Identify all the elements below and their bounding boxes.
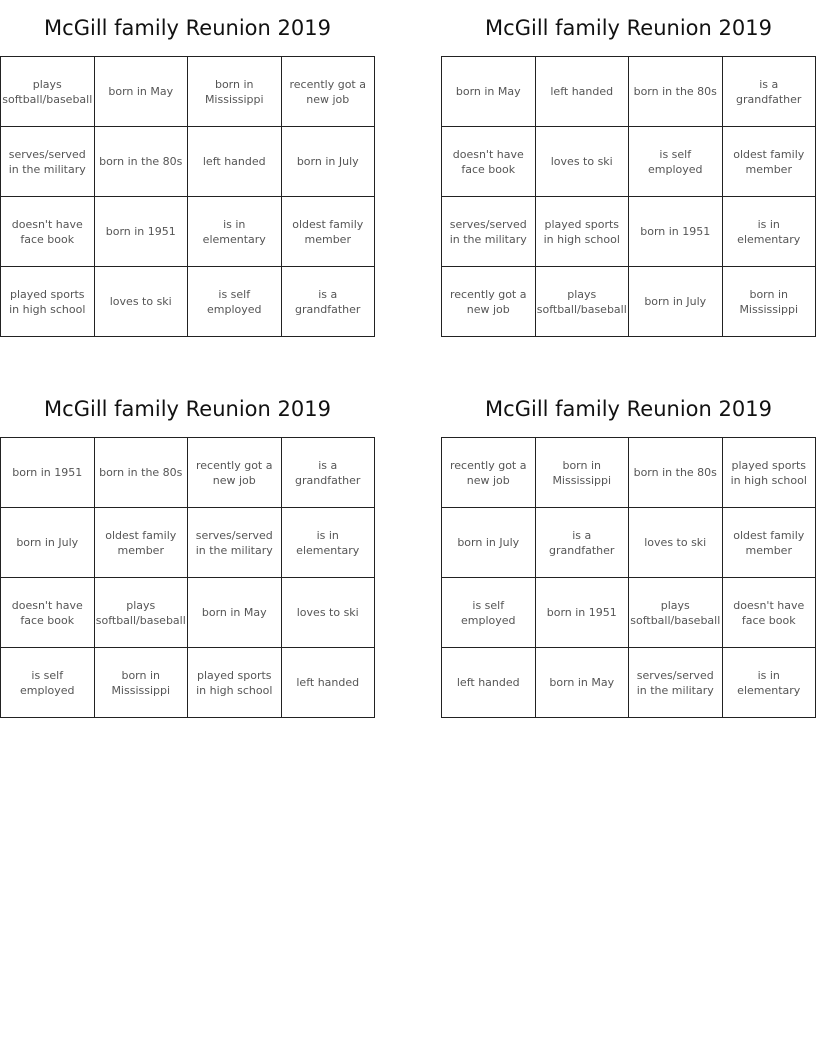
bingo-cell: played sports in high school	[723, 438, 816, 508]
bingo-cell: is self employed	[1, 648, 95, 718]
card-title: McGill family Reunion 2019	[485, 397, 772, 421]
bingo-cell: left handed	[442, 648, 536, 718]
bingo-cell: is a grandfather	[723, 57, 816, 127]
bingo-cell: recently got a new job	[188, 438, 282, 508]
bingo-cell: doesn't have face book	[1, 197, 95, 267]
card-title: McGill family Reunion 2019	[44, 16, 331, 40]
bingo-grid	[441, 437, 816, 718]
bingo-cell: born in 1951	[536, 578, 630, 648]
bingo-cell: born in 1951	[629, 197, 723, 267]
bingo-cell: played sports in high school	[536, 197, 630, 267]
bingo-cell: serves/served in the military	[188, 508, 282, 578]
bingo-cell: serves/served in the military	[442, 197, 536, 267]
bingo-cell: doesn't have face book	[723, 578, 816, 648]
bingo-cell: loves to ski	[629, 508, 723, 578]
bingo-cell: played sports in high school	[1, 267, 95, 337]
bingo-cell: recently got a new job	[282, 57, 376, 127]
bingo-card-1	[0, 0, 375, 337]
bingo-cell: born in July	[1, 508, 95, 578]
bingo-cell: born in Mississippi	[188, 57, 282, 127]
card-title: McGill family Reunion 2019	[485, 16, 772, 40]
bingo-cell: oldest family member	[282, 197, 376, 267]
bingo-cell: born in Mississippi	[95, 648, 189, 718]
bingo-cell: left handed	[188, 127, 282, 197]
bingo-cell: left handed	[282, 648, 376, 718]
bingo-cell: plays softball/baseball	[629, 578, 723, 648]
bingo-cell: born in May	[442, 57, 536, 127]
bingo-cell: recently got a new job	[442, 438, 536, 508]
card-title: McGill family Reunion 2019	[44, 397, 331, 421]
bingo-cell: is in elementary	[723, 648, 816, 718]
bingo-cell: doesn't have face book	[1, 578, 95, 648]
bingo-cell: plays softball/baseball	[536, 267, 630, 337]
bingo-cell: is in elementary	[723, 197, 816, 267]
bingo-cell: born in July	[442, 508, 536, 578]
bingo-cell: plays softball/baseball	[95, 578, 189, 648]
bingo-cell: born in May	[188, 578, 282, 648]
bingo-cell: doesn't have face book	[442, 127, 536, 197]
bingo-cell: born in the 80s	[629, 438, 723, 508]
bingo-cell: is in elementary	[282, 508, 376, 578]
bingo-cell: born in July	[629, 267, 723, 337]
bingo-cell: left handed	[536, 57, 630, 127]
bingo-grid	[0, 56, 375, 337]
bingo-cell: recently got a new job	[442, 267, 536, 337]
bingo-cell: serves/served in the military	[1, 127, 95, 197]
bingo-cell: oldest family member	[95, 508, 189, 578]
bingo-grid	[0, 437, 375, 718]
bingo-cell: born in May	[536, 648, 630, 718]
bingo-cell: born in the 80s	[95, 127, 189, 197]
bingo-cell: born in the 80s	[629, 57, 723, 127]
bingo-cell: oldest family member	[723, 508, 816, 578]
bingo-cell: plays softball/baseball	[1, 57, 95, 127]
bingo-cell: loves to ski	[282, 578, 376, 648]
bingo-card-3	[0, 381, 375, 718]
bingo-cell: born in 1951	[95, 197, 189, 267]
bingo-cell: born in 1951	[1, 438, 95, 508]
bingo-cell: loves to ski	[536, 127, 630, 197]
bingo-cell: is a grandfather	[282, 267, 376, 337]
bingo-card-4	[441, 381, 816, 718]
bingo-cell: born in July	[282, 127, 376, 197]
bingo-cell: played sports in high school	[188, 648, 282, 718]
bingo-card-2	[441, 0, 816, 337]
bingo-cell: born in Mississippi	[723, 267, 816, 337]
bingo-cell: is a grandfather	[282, 438, 376, 508]
bingo-cell: loves to ski	[95, 267, 189, 337]
bingo-cell: is self employed	[629, 127, 723, 197]
bingo-cell: born in May	[95, 57, 189, 127]
bingo-cell: is self employed	[188, 267, 282, 337]
bingo-grid	[441, 56, 816, 337]
bingo-cell: born in the 80s	[95, 438, 189, 508]
bingo-cell: is self employed	[442, 578, 536, 648]
bingo-cell: is in elementary	[188, 197, 282, 267]
bingo-cell: serves/served in the military	[629, 648, 723, 718]
bingo-cell: oldest family member	[723, 127, 816, 197]
bingo-cell: is a grandfather	[536, 508, 630, 578]
bingo-cell: born in Mississippi	[536, 438, 630, 508]
